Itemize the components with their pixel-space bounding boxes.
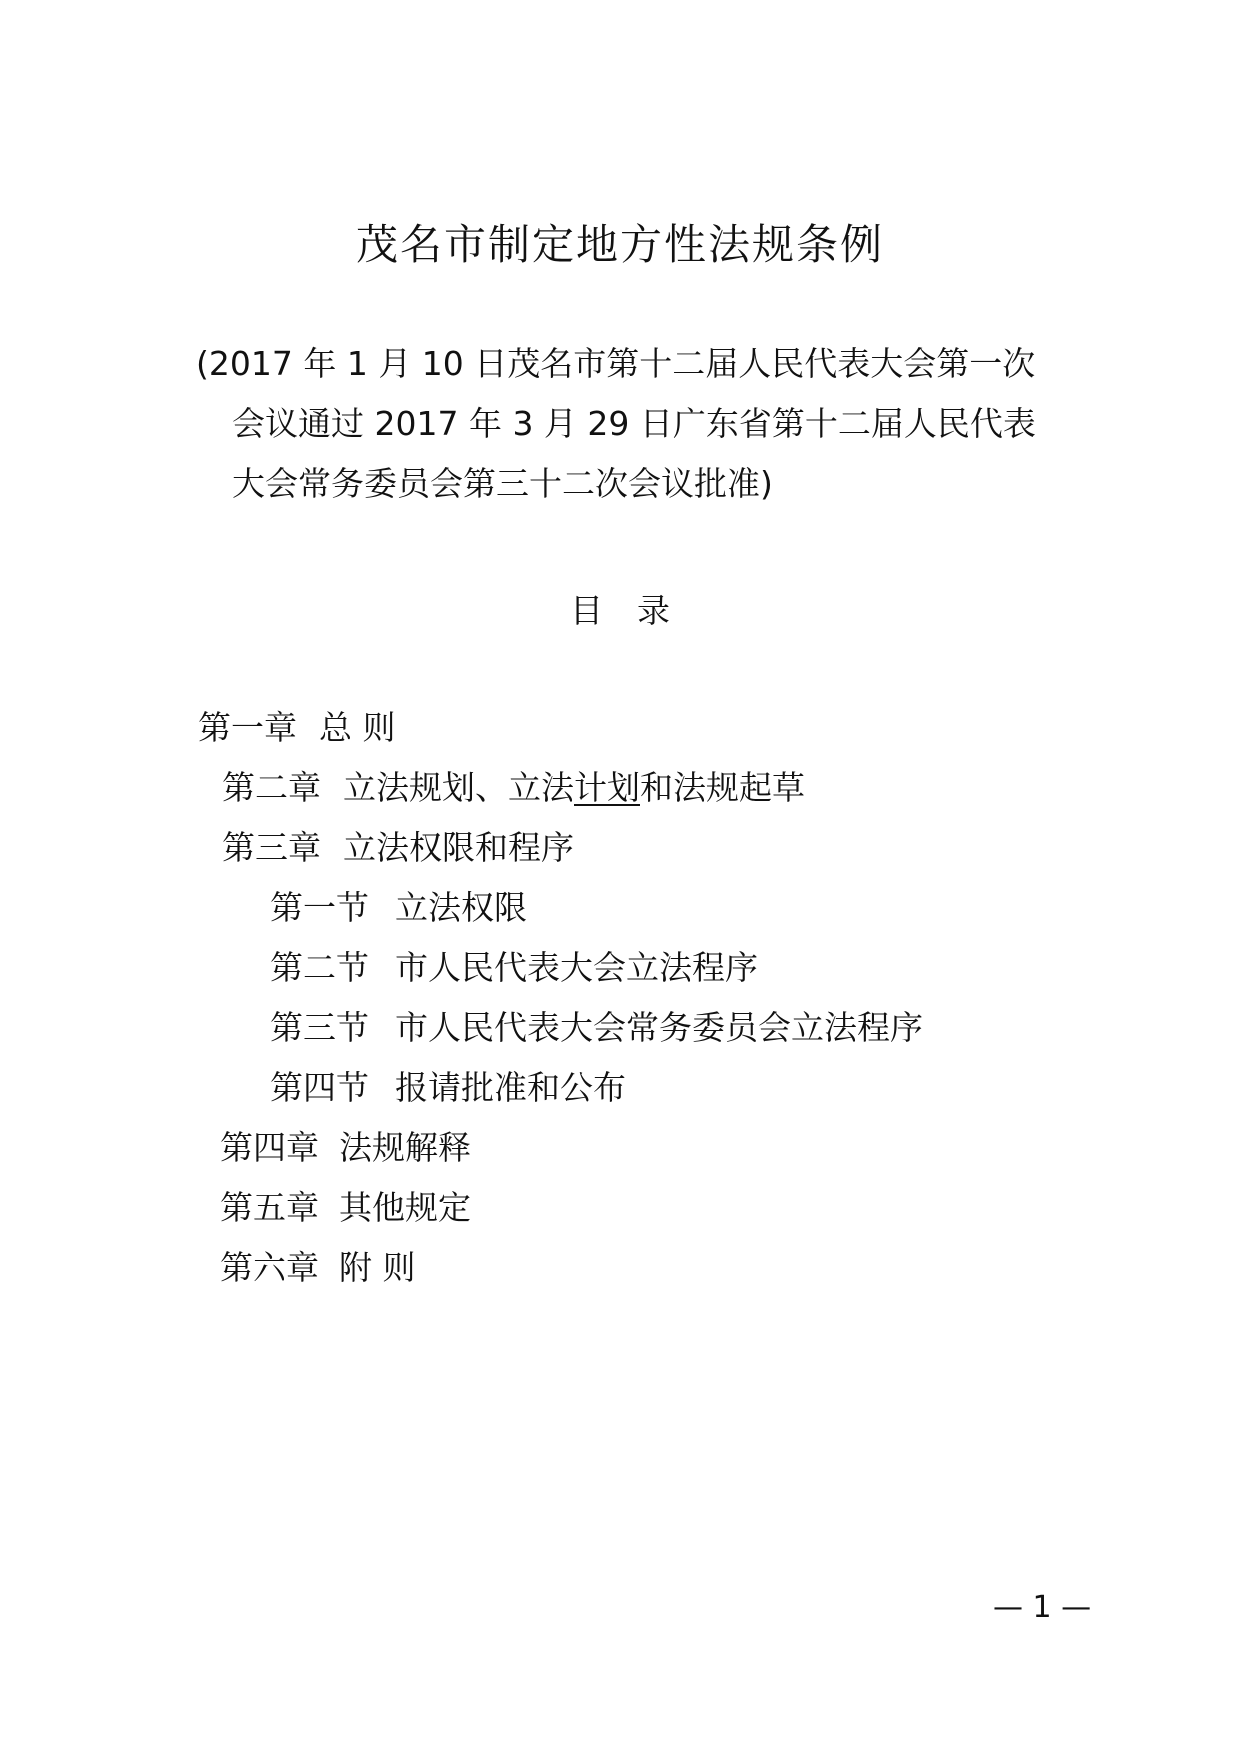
toc-item-text: 总 则 bbox=[319, 708, 396, 747]
toc-item-section-4 bbox=[270, 1062, 626, 1109]
toc-item-chapter-4 bbox=[220, 1122, 471, 1169]
toc-item-label: 第一节 bbox=[270, 888, 369, 927]
toc-item-chapter-2 bbox=[222, 762, 805, 809]
toc-item-label: 第六章 bbox=[220, 1248, 319, 1287]
toc-item-label: 第二章 bbox=[222, 768, 321, 807]
toc-item-label: 第三章 bbox=[222, 828, 321, 867]
toc-item-text: 附 则 bbox=[339, 1248, 416, 1287]
toc-item-section-3 bbox=[270, 1002, 923, 1049]
toc-item-label: 第一章 bbox=[198, 708, 297, 747]
document-title: 茂名市制定地方性法规条例 bbox=[355, 220, 884, 269]
toc-heading-char-1: 目 bbox=[570, 591, 603, 630]
toc-item-label: 第三节 bbox=[270, 1008, 369, 1047]
toc-item-text: 立法权限和程序 bbox=[343, 828, 574, 867]
toc-item-chapter-6 bbox=[220, 1242, 416, 1289]
toc-item-chapter-5 bbox=[220, 1182, 471, 1229]
toc-item-text-part: 立法规划、立法 bbox=[343, 768, 574, 807]
toc-heading-char-2: 录 bbox=[637, 591, 670, 630]
toc-item-label: 第五章 bbox=[220, 1188, 319, 1227]
toc-item-label: 第四章 bbox=[220, 1128, 319, 1167]
toc-item-text: 其他规定 bbox=[339, 1188, 471, 1227]
toc-item-label: 第二节 bbox=[270, 948, 369, 987]
toc-item-section-2 bbox=[270, 942, 758, 989]
toc-item-chapter-3 bbox=[222, 822, 574, 869]
toc-heading bbox=[0, 585, 1240, 632]
subtitle-line-3: 大会常务委员会第三十二次会议批准) bbox=[232, 464, 773, 503]
toc-item-text: 法规解释 bbox=[339, 1128, 471, 1167]
toc-item-chapter-1 bbox=[198, 702, 396, 749]
subtitle-line-1: (2017 年 1 月 10 日茂名市第十二届人民代表大会第一次 bbox=[196, 344, 1036, 383]
toc-item-text-part: 和法规起草 bbox=[640, 768, 805, 807]
toc-item-section-1 bbox=[270, 882, 527, 929]
toc-item-text-underlined: 计划 bbox=[574, 768, 640, 807]
toc-item-text: 市人民代表大会立法程序 bbox=[395, 948, 758, 987]
subtitle-line-2: 会议通过 2017 年 3 月 29 日广东省第十二届人民代表 bbox=[232, 404, 1036, 443]
toc-item-text: 市人民代表大会常务委员会立法程序 bbox=[395, 1008, 923, 1047]
page-number: — 1 — bbox=[993, 1590, 1092, 1625]
toc-item-text: 报请批准和公布 bbox=[395, 1068, 626, 1107]
toc-item-label: 第四节 bbox=[270, 1068, 369, 1107]
toc-item-text: 立法权限 bbox=[395, 888, 527, 927]
